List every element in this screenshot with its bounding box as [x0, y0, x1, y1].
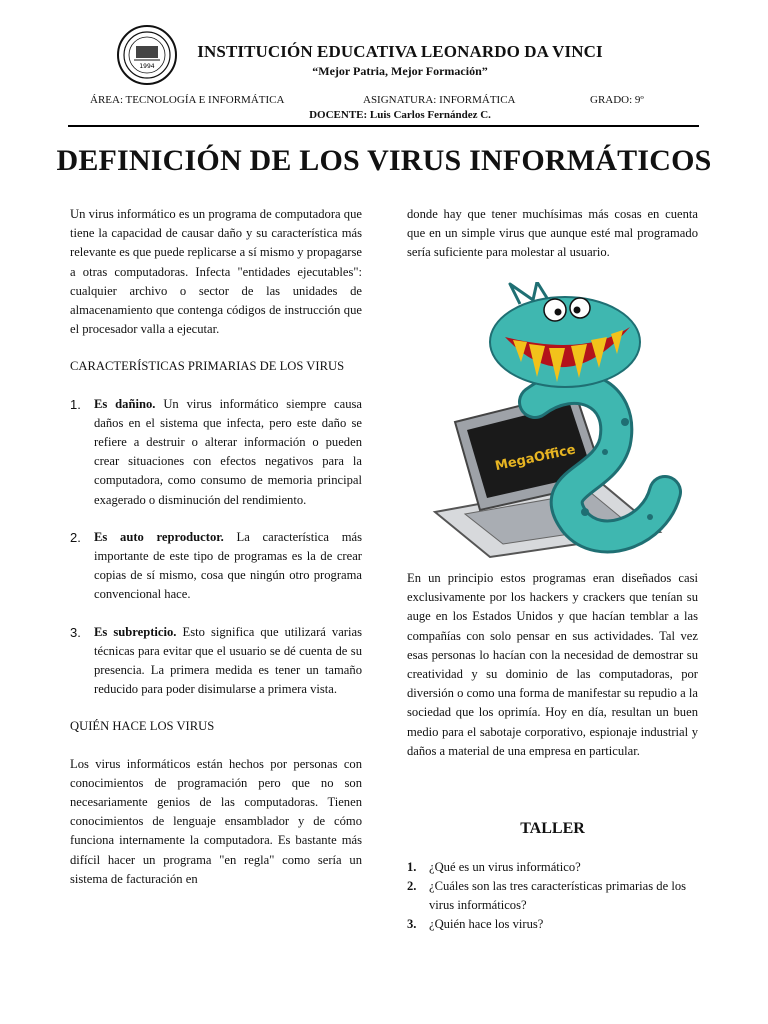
- list-number: 2.: [70, 529, 81, 545]
- seal-year: 1994: [139, 63, 155, 70]
- question-text: ¿Qué es un virus informático?: [429, 860, 581, 874]
- list-item-text: Esto significa que utilizará varias técnicas para evitar que el usuario se dé cuenta de su presencia. La primera medida es tener un tamaño reducido para poder disimularse a primera vista.: [94, 624, 362, 697]
- question-number: 2.: [407, 879, 417, 893]
- list-number: 1.: [70, 396, 81, 412]
- question-item: [407, 858, 698, 877]
- history-paragraph: En un principio estos programas eran diseñados casi exclusivamente por los hackers y crackers que tenían su auge en los Estados Unidos y que hacían temblar a las compañías con solo pensar en sus actividades. Tal vez esas personas lo hacían con la necesidad de demostrar su creatividad y su dominio de las computadoras, por diversión o como una forma de manifestar su repudio a la sociedad que los oprimía. Hoy en día, resultan un buen medio para el sabotaje corporativo, espionaje industrial y daños a material de una empresa en particular.: [407, 571, 698, 758]
- right-column-top: [407, 205, 698, 281]
- list-item: [70, 528, 362, 605]
- school-seal-icon: [116, 24, 178, 86]
- list-item-title: Es dañino.: [94, 396, 156, 411]
- who-makes-paragraph: Los virus informáticos están hechos por personas con conocimientos de programación pero que no son necesariamente genios de las computadoras. Tienen conocimientos de lenguaje ensamblador y de cómo funciona internamente la computadora. Es bastante más difícil hacer un programa "en regla" como sería un sistema de facturación en: [70, 756, 362, 886]
- list-item-title: Es subrepticio.: [94, 624, 177, 639]
- question-number: 3.: [407, 917, 417, 931]
- list-item: [70, 623, 362, 700]
- question-number: 1.: [407, 860, 417, 874]
- continuation-paragraph: donde hay que tener muchísimas más cosas en cuenta que en un simple virus que aunque esté mal programado sería suficiente para molestar al usuario.: [407, 207, 698, 260]
- question-text: ¿Quién hace los virus?: [429, 917, 544, 931]
- teacher-label: DOCENTE: Luis Carlos Fernández C.: [309, 109, 491, 121]
- section-heading-who-makes: QUIÉN HACE LOS VIRUS: [70, 719, 215, 734]
- area-label: ÁREA: TECNOLOGÍA E INFORMÁTICA: [90, 94, 285, 106]
- question-item: [407, 877, 698, 915]
- list-item-text: La característica más importante de este tipo de programas es la de crear copias de sí mismo, cosa que ningún otro programa convencional hace.: [94, 529, 362, 602]
- subject-label: ASIGNATURA: INFORMÁTICA: [363, 94, 516, 106]
- question-item: [407, 915, 698, 934]
- screen-logo-text: MegaOffice: [493, 442, 578, 475]
- grade-label: GRADO: 9º: [590, 94, 644, 106]
- page-title: DEFINICIÓN DE LOS VIRUS INFORMÁTICOS: [56, 144, 712, 177]
- header-divider: [68, 125, 699, 127]
- list-item-title: Es auto reproductor.: [94, 529, 224, 544]
- list-number: 3.: [70, 624, 81, 640]
- virus-worm-laptop-illustration: [425, 282, 685, 562]
- left-column: [70, 205, 362, 907]
- list-item: [70, 395, 362, 510]
- right-column-history: [407, 569, 698, 779]
- intro-paragraph: Un virus informático es un programa de computadora que tiene la capacidad de causar daño y su característica más relevante es que puede replicarse a sí mismo y propagarse a otras computadoras. Infecta "entidades ejecutables": cualquier archivo o sector de las unidades de almacenamiento que contenga códigos de instrucción que el procesador valla a ejecutar.: [70, 207, 362, 337]
- worksheet-title: TALLER: [520, 820, 585, 837]
- institution-motto: “Mejor Patria, Mejor Formación”: [312, 64, 488, 78]
- worksheet-questions: [407, 858, 698, 934]
- question-text: ¿Cuáles son las tres características primarias de los virus informáticos?: [429, 879, 687, 912]
- list-item-text: Un virus informático siempre causa daños en el sistema que infecta, pero este daño se refiere a destruir o alterar información o pueden crear situaciones con efectos negativos para la computadora, como consumo de memoria principal exagerado o disminución del rendimiento.: [94, 396, 363, 507]
- institution-name: INSTITUCIÓN EDUCATIVA LEONARDO DA VINCI: [197, 42, 603, 61]
- section-heading-characteristics: CARACTERÍSTICAS PRIMARIAS DE LOS VIRUS: [70, 359, 345, 374]
